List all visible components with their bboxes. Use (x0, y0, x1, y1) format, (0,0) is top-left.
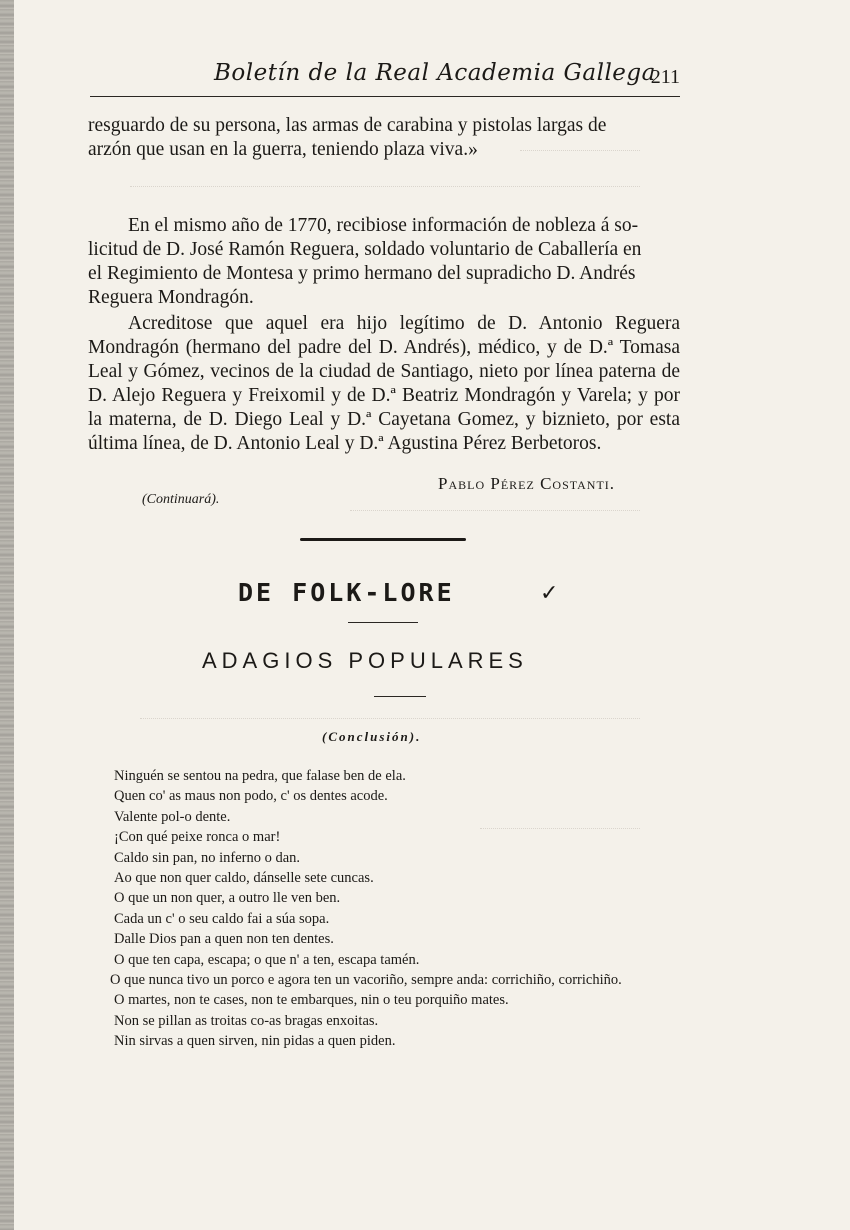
section-divider (300, 538, 466, 541)
saying: O que nunca tivo un porco e agora ten un vacoriño, sempre anda: corrichiño, corrichiño. (110, 972, 622, 989)
bleed-through-texture (140, 718, 640, 729)
saying: O que ten capa, escapa; o que n' a ten, escapa tamén. (114, 951, 420, 968)
paragraph-1-line-1: resguardo de su persona, las armas de carabina y pistolas largas de (88, 115, 607, 136)
paragraph-1-line-2: arzón que usan en la guerra, teniendo plaza viva.» (88, 139, 478, 160)
continued-note: (Continuará). (142, 492, 220, 507)
page-binding-edge (0, 0, 14, 1230)
saying: Ninguén se sentou na pedra, que falase ben de ela. (114, 768, 406, 784)
bleed-through-texture (130, 186, 640, 197)
saying: Quen co' as maus non podo, c' os dentes acode. (114, 788, 388, 805)
paragraph-2-line-2: licitud de D. José Ramón Reguera, soldado voluntario de Caballería en (88, 239, 642, 260)
paragraph-2-line-4: Reguera Mondragón. (88, 287, 254, 308)
bleed-through-texture (520, 150, 640, 161)
saying: ¡Con qué peixe ronca o mar! (114, 829, 281, 846)
title-rule-lower (374, 696, 426, 697)
adagios-title: ADAGIOS POPULARES (202, 648, 528, 673)
saying: Nin sirvas a quen sirven, nin pidas a quen piden. (114, 1033, 396, 1050)
author-signature: Pablo Pérez Costanti. (438, 474, 616, 493)
saying: Cada un c' o seu caldo fai a súa sopa. (114, 910, 330, 927)
saying: Non se pillan as troitas co-as bragas enxoitas. (114, 1012, 379, 1029)
bleed-through-texture (480, 828, 640, 839)
saying: Ao que non quer caldo, dánselle sete cuncas. (114, 870, 374, 887)
saying: Valente pol-o dente. (114, 808, 231, 825)
saying: Dalle Dios pan a quen non ten dentes. (114, 931, 334, 948)
section-title: DE FOLK-LORE (238, 578, 455, 607)
bleed-through-texture (350, 510, 640, 521)
paragraph-2-line-1: En el mismo año de 1770, recibiose información de nobleza á so- (128, 215, 639, 236)
conclusion-subtitle: (Conclusión). (322, 729, 422, 744)
header-rule (90, 96, 680, 97)
paragraph-2 (88, 214, 680, 310)
saying: O martes, non te cases, non te embarques, nin o teu porquiño mates. (114, 992, 509, 1009)
page-header (90, 60, 680, 100)
saying: Caldo sin pan, no inferno o dan. (114, 849, 301, 866)
page-number: 211 (650, 66, 680, 88)
handwritten-check-mark: ✓ (540, 580, 559, 605)
saying: O que un non quer, a outro lle ven ben. (114, 890, 341, 907)
paragraph-3: Acreditose que aquel era hijo legítimo de D. Antonio Reguera Mondragón (hermano del padre del D. Andrés), médico, y de D.ª Tomasa Leal y Gómez, vecinos de la ciudad de Santiago, nieto por línea paterna de D. Alejo Reguera y Freixomil y de D.ª Beatriz Mondragón y Varela; y por la materna, de D. Diego Leal y D.ª Cayetana Gomez, y biznieto, por esta última línea, de D. Antonio Leal y D.ª Agustina Pérez Berbetoros. (88, 313, 680, 454)
journal-title: Boletín de la Real Academia Gallega (214, 60, 656, 86)
title-rule-upper (348, 622, 418, 623)
paragraph-2-line-3: el Regimiento de Montesa y primo hermano del supradicho D. Andrés (88, 263, 636, 284)
sayings-list (74, 766, 674, 1052)
